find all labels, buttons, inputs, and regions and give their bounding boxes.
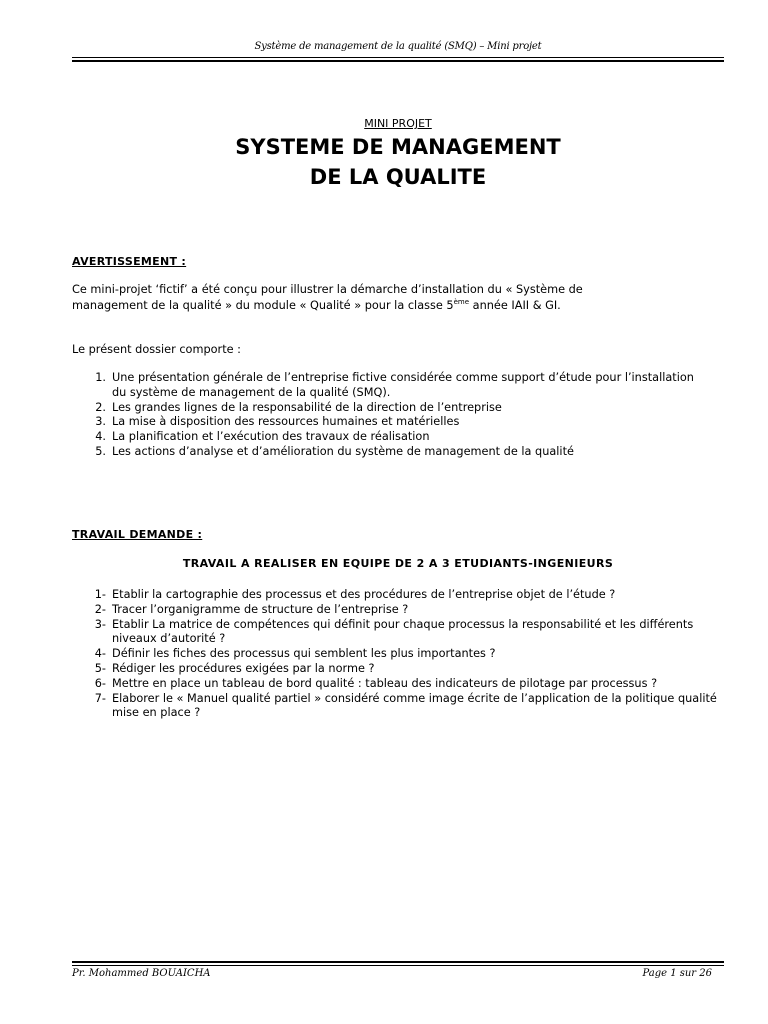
task-number: 4- bbox=[94, 647, 106, 661]
task-item bbox=[90, 588, 720, 603]
task-text: Etablir La matrice de compétences qui définit pour chaque processus la responsabilité et les différents niveaux d’autorité ? bbox=[112, 617, 694, 646]
footer-rule-thick bbox=[72, 961, 724, 963]
list-number: 2. bbox=[95, 400, 106, 414]
document-kicker: MINI PROJET bbox=[364, 117, 432, 130]
list-text: Une présentation générale de l’entreprise fictive considérée comme support d’étude pour l’installation du système de management de la qualité (SMQ). bbox=[112, 371, 694, 399]
dossier-contents-list bbox=[90, 371, 710, 460]
title-block bbox=[72, 112, 724, 191]
dossier-intro: Le présent dossier comporte : bbox=[72, 343, 241, 356]
travail-tasks-list bbox=[90, 588, 720, 721]
list-number: 4. bbox=[95, 430, 106, 444]
avertissement-heading: AVERTISSEMENT : bbox=[72, 255, 187, 268]
running-header: Système de management de la qualité (SMQ) – Mini projet bbox=[254, 41, 542, 52]
task-text: Etablir la cartographie des processus et des procédures de l’entreprise objet de l’étude ? bbox=[112, 588, 616, 601]
task-number: 2- bbox=[94, 602, 106, 616]
task-text: Rédiger les procédures exigées par la norme ? bbox=[112, 661, 375, 675]
avertissement-line-2-text: management de la qualité » du module « Qualité » pour la classe 5 bbox=[72, 299, 454, 312]
list-text: La mise à disposition des ressources humaines et matérielles bbox=[112, 415, 460, 429]
list-number: 1. bbox=[95, 371, 106, 384]
main-title-line-2: DE LA QUALITE bbox=[309, 165, 487, 189]
footer-rule-thin bbox=[72, 965, 724, 966]
main-title-line-1: SYSTEME DE MANAGEMENT bbox=[235, 135, 561, 159]
travail-heading: TRAVAIL DEMANDE : bbox=[72, 528, 203, 541]
task-number: 1- bbox=[94, 588, 106, 601]
avertissement-paragraph bbox=[72, 282, 712, 314]
task-text: Mettre en place un tableau de bord qualité : tableau des indicateurs de pilotage par processus ? bbox=[112, 676, 658, 690]
task-item bbox=[90, 618, 720, 648]
avertissement-line-2 bbox=[72, 298, 712, 314]
list-text: Les actions d’analyse et d’amélioration du système de management de la qualité bbox=[112, 444, 574, 458]
task-number: 6- bbox=[94, 676, 106, 690]
task-item bbox=[90, 677, 720, 692]
header-rule-thin bbox=[72, 57, 724, 58]
list-item bbox=[90, 401, 710, 416]
list-text: La planification et l’exécution des travaux de réalisation bbox=[112, 430, 430, 444]
task-text: Définir les fiches des processus qui semblent les plus importantes ? bbox=[112, 647, 496, 661]
task-number: 5- bbox=[94, 661, 106, 675]
list-item bbox=[90, 415, 710, 430]
list-number: 5. bbox=[95, 444, 106, 458]
task-item bbox=[90, 692, 720, 722]
task-item bbox=[90, 647, 720, 662]
avertissement-line-2-tail: année IAII & GI. bbox=[469, 299, 561, 312]
task-item bbox=[90, 603, 720, 618]
list-number: 3. bbox=[95, 415, 106, 429]
avertissement-line-1: Ce mini-projet ‘fictif’ a été conçu pour illustrer la démarche d’installation du « Système de bbox=[72, 283, 583, 296]
list-item bbox=[90, 430, 710, 445]
task-number: 3- bbox=[94, 617, 106, 631]
travail-subtitle: TRAVAIL A REALISER EN EQUIPE DE 2 A 3 ETUDIANTS-INGENIEURS bbox=[182, 557, 614, 570]
list-item bbox=[90, 371, 710, 401]
task-text: Tracer l’organigramme de structure de l’entreprise ? bbox=[112, 602, 409, 616]
task-number: 7- bbox=[94, 691, 106, 705]
superscript-eme: ème bbox=[453, 298, 470, 307]
list-text: Les grandes lignes de la responsabilité de la direction de l’entreprise bbox=[112, 400, 502, 414]
footer-page-number: Page 1 sur 26 bbox=[642, 968, 712, 979]
header-rule-thick bbox=[72, 60, 724, 62]
list-item bbox=[90, 445, 710, 460]
task-text: Elaborer le « Manuel qualité partiel » considéré comme image écrite de l’application de la politique qualité mise en place ? bbox=[112, 691, 717, 720]
task-item bbox=[90, 662, 720, 677]
footer-author: Pr. Mohammed BOUAICHA bbox=[72, 968, 211, 979]
